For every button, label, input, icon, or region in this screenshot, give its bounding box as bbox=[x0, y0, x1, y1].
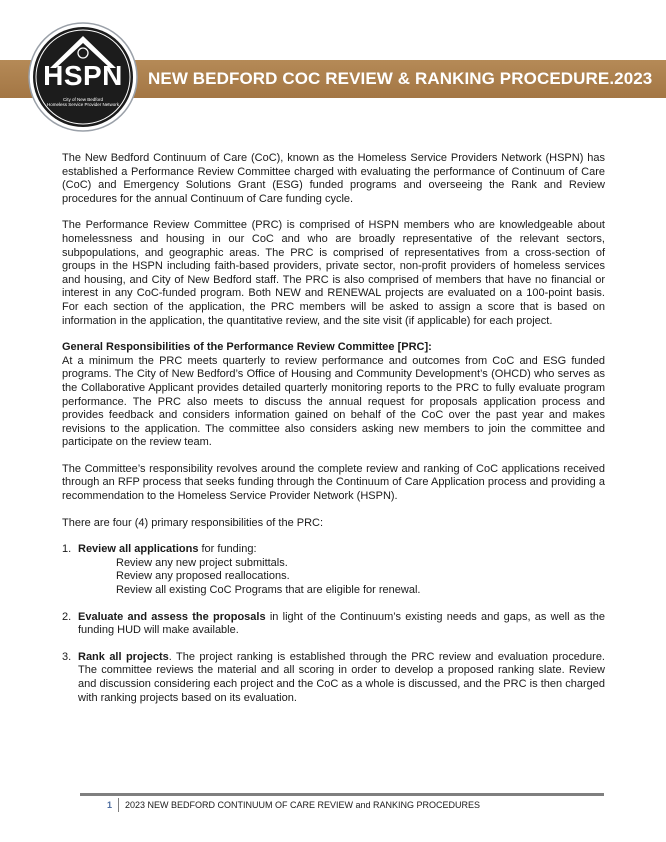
logo-wordmark: HSPN bbox=[43, 60, 123, 91]
responsibilities-list bbox=[62, 543, 605, 705]
paragraph-committee-responsibility: The Committee’s responsibility revolves around the complete review and ranking of CoC applications received through an RFP process that seeks funding through the Continuum of Care Application process and providing a recommendation to the Homeless Service Provider Network (HSPN). bbox=[62, 462, 605, 503]
sub-list-item: Review any proposed reallocations. bbox=[116, 570, 290, 583]
page-title: NEW BEDFORD COC REVIEW & RANKING PROCEDURE.2023 bbox=[148, 69, 653, 88]
paragraph-intro: The New Bedford Continuum of Care (CoC), known as the Homeless Service Providers Network (HSPN) has established a Performance Review Committee charged with evaluating the performance of Continuum of Care (CoC) and Emergency Solutions Grant (ESG) funded programs and overseeing the Rank and Review procedures for the annual Continuum of Care funding cycle. bbox=[62, 152, 605, 205]
sub-list-item: Review all existing CoC Programs that are eligible for renewal. bbox=[116, 584, 421, 597]
footer-rule bbox=[80, 793, 604, 796]
list-item: 2. Evaluate and assess the proposals in light of the Continuum’s existing needs and gaps, as well as the funding HUD will make available. bbox=[62, 610, 605, 637]
sub-list-item: Review any new project submittals. bbox=[116, 556, 288, 569]
page-number: 1 bbox=[80, 798, 119, 812]
logo-subtitle: City of New Bedford Homeless Service Provider Network bbox=[46, 97, 120, 107]
document-body bbox=[62, 152, 605, 718]
sub-list bbox=[78, 557, 605, 598]
page-footer bbox=[80, 798, 480, 812]
footer-text: 2023 NEW BEDFORD CONTINUUM OF CARE REVIEW and RANKING PROCEDURES bbox=[125, 800, 481, 810]
paragraph-quarterly-meetings: At a minimum the PRC meets quarterly to review performance and outcomes from CoC and ESG funded programs. The City of New Bedford’s Office of Housing and Community Development’s (OHCD) who serves as the Collaborative Applicant provides detailed quarterly monitoring reports to the PRC to fully evaluate program performance. The PRC also meets to discuss the annual request for proposals application process and provides feedback and considers information gained on behalf of the CoC over the past year and makes revisions to the application. The committee also considers asking new members to join the committee and participate on the review team. bbox=[62, 354, 605, 449]
paragraph-prc-composition: The Performance Review Committee (PRC) is comprised of HSPN members who are knowledgeable about homelessness and housing in our CoC and who are broadly representative of the relevant sectors, subpopulations, and geographic areas. The PRC is comprised of representatives from a cross-section of groups in the HSPN including faith-based providers, private sector, non-profit providers of homeless services and housing, and City of New Bedford staff. The PRC is also comprised of members that have no financial or interest in any CoC-funded program. Both NEW and RENEWAL projects are evaluated on a 100-point basis. For each section of the application, the PRC members will be asked to assign a score that is based on information in the application, the quantitative review, and the site visit (if applicable) for each project. bbox=[62, 219, 605, 327]
section-heading: General Responsibilities of the Performance Review Committee [PRC]: bbox=[62, 341, 432, 354]
general-responsibilities-section bbox=[62, 341, 605, 450]
list-item: 1. Review all applications for funding: Review any new project submittals. Review any proposed reallocations. Review all existing CoC Programs that are eligible for renewal. bbox=[62, 543, 605, 597]
list-intro: There are four (4) primary responsibilities of the PRC: bbox=[62, 516, 324, 529]
list-item: 3. Rank all projects. The project ranking is established through the PRC review and evaluation procedure. The committee reviews the material and all scoring in order to develop a proposed ranking slate. Review and discussion considering each project and the CoC as a whole is discussed, and the PRC is then charged with ranking projects based on its evaluation. bbox=[62, 650, 605, 704]
